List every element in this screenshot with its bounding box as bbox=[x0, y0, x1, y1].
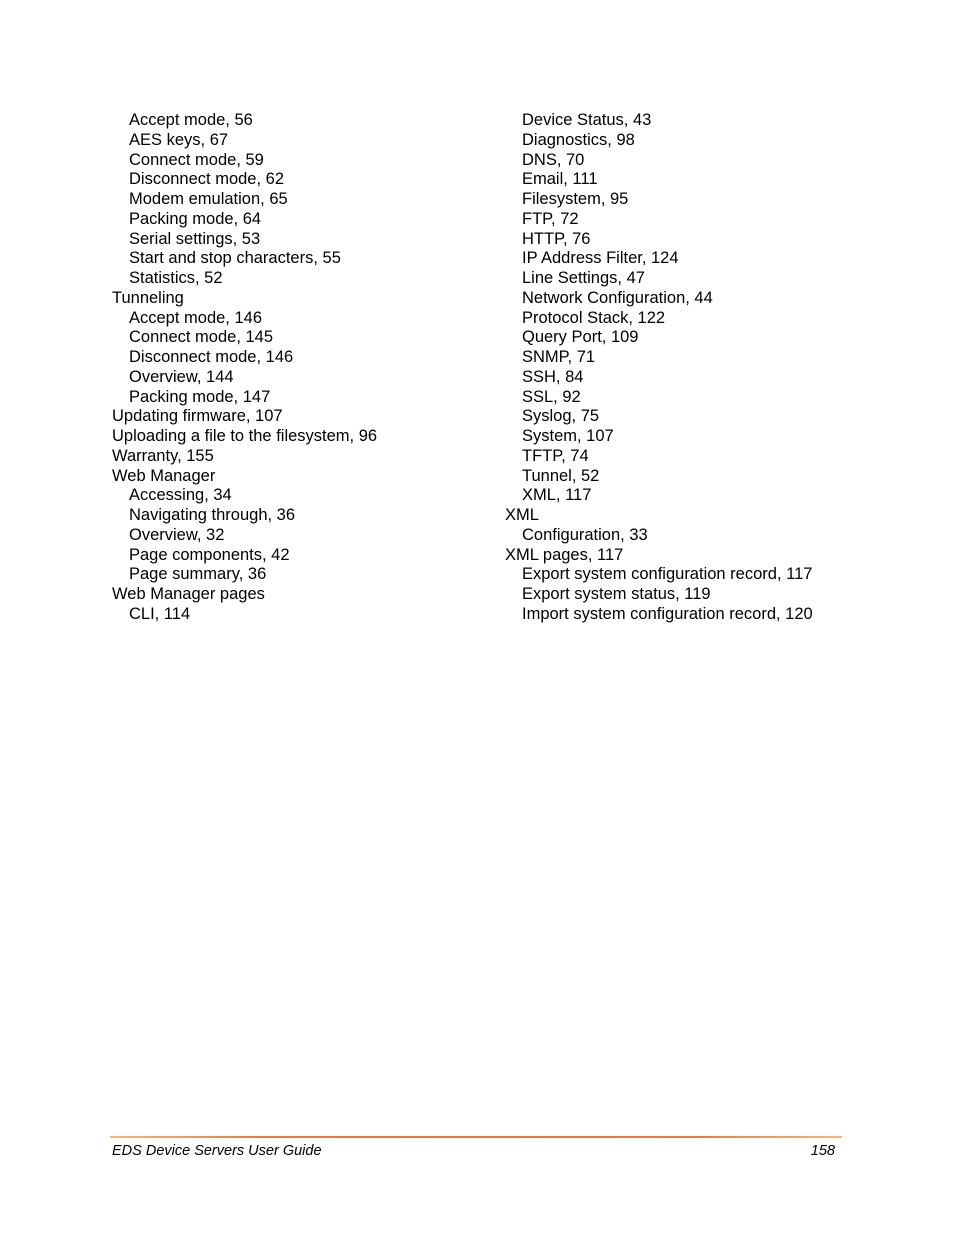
index-subentry: Packing mode, 64 bbox=[129, 209, 262, 228]
index-subentry: Network Configuration, 44 bbox=[522, 288, 713, 307]
index-entry: Warranty, 155 bbox=[112, 446, 214, 465]
index-subentry: Navigating through, 36 bbox=[129, 506, 296, 524]
index-subentry: Export system status, 119 bbox=[522, 585, 711, 603]
index-subentry: SSH, 84 bbox=[522, 367, 584, 386]
index-subentry: Page summary, 36 bbox=[129, 565, 267, 584]
index-subentry: DNS, 70 bbox=[522, 150, 585, 169]
index-column-right bbox=[505, 111, 865, 625]
index-subentry: Configuration, 33 bbox=[522, 525, 648, 544]
index-subentry: FTP, 72 bbox=[522, 209, 579, 228]
index-subentry: Query Port, 109 bbox=[522, 328, 639, 347]
index-entry: Uploading a file to the filesystem, 96 bbox=[112, 427, 378, 445]
index-entry: Web Manager bbox=[112, 466, 216, 485]
index-subentry: Accept mode, 146 bbox=[129, 308, 262, 327]
index-subentry: TFTP, 74 bbox=[522, 446, 589, 465]
index-subentry: Statistics, 52 bbox=[129, 269, 223, 287]
index-subentry: System, 107 bbox=[522, 427, 614, 445]
index-subentry: Connect mode, 145 bbox=[129, 328, 274, 347]
index-subentry: Tunnel, 52 bbox=[522, 466, 600, 485]
index-subentry: Diagnostics, 98 bbox=[522, 130, 635, 149]
index-column-left bbox=[112, 111, 492, 625]
index-subentry: Overview, 32 bbox=[129, 525, 225, 544]
index-subentry: Page components, 42 bbox=[129, 545, 290, 564]
index-subentry: SNMP, 71 bbox=[522, 348, 596, 366]
index-subentry: Export system configuration record, 117 bbox=[522, 565, 813, 584]
index-subentry: Line Settings, 47 bbox=[522, 269, 645, 287]
index-subentry: Disconnect mode, 146 bbox=[129, 348, 294, 366]
index-entry: Web Manager pages bbox=[112, 585, 265, 603]
index-subentry: Device Status, 43 bbox=[522, 111, 652, 129]
index-subentry: Overview, 144 bbox=[129, 367, 234, 386]
index-subentry: Filesystem, 95 bbox=[522, 190, 629, 208]
index-subentry: Import system configuration record, 120 bbox=[522, 604, 813, 623]
index-subentry: Connect mode, 59 bbox=[129, 150, 264, 169]
footer-title: EDS Device Servers User Guide bbox=[112, 1143, 322, 1159]
index-entry: XML pages, 117 bbox=[505, 545, 624, 564]
index-subentry: Protocol Stack, 122 bbox=[522, 308, 666, 327]
index-subentry: AES keys, 67 bbox=[129, 130, 229, 149]
index-subentry: SSL, 92 bbox=[522, 387, 581, 406]
index-entry: XML bbox=[505, 506, 539, 524]
index-subentry: Email, 111 bbox=[522, 170, 598, 189]
index-subentry: Modem emulation, 65 bbox=[129, 190, 288, 208]
footer-rule bbox=[110, 1136, 842, 1138]
index-subentry: Packing mode, 147 bbox=[129, 387, 271, 406]
index-subentry: XML, 117 bbox=[522, 486, 592, 505]
index-subentry: CLI, 114 bbox=[129, 604, 191, 623]
index-subentry: IP Address Filter, 124 bbox=[522, 249, 679, 268]
index-entry: Tunneling bbox=[112, 288, 184, 307]
index-subentry: Accessing, 34 bbox=[129, 486, 232, 505]
index-entry: Updating firmware, 107 bbox=[112, 407, 283, 426]
index-subentry: Accept mode, 56 bbox=[129, 111, 253, 129]
index-subentry: HTTP, 76 bbox=[522, 229, 591, 248]
page-number: 158 bbox=[810, 1143, 835, 1159]
index-subentry: Syslog, 75 bbox=[522, 407, 600, 426]
index-subentry: Start and stop characters, 55 bbox=[129, 249, 341, 268]
index-subentry: Serial settings, 53 bbox=[129, 229, 261, 248]
index-subentry: Disconnect mode, 62 bbox=[129, 170, 285, 189]
